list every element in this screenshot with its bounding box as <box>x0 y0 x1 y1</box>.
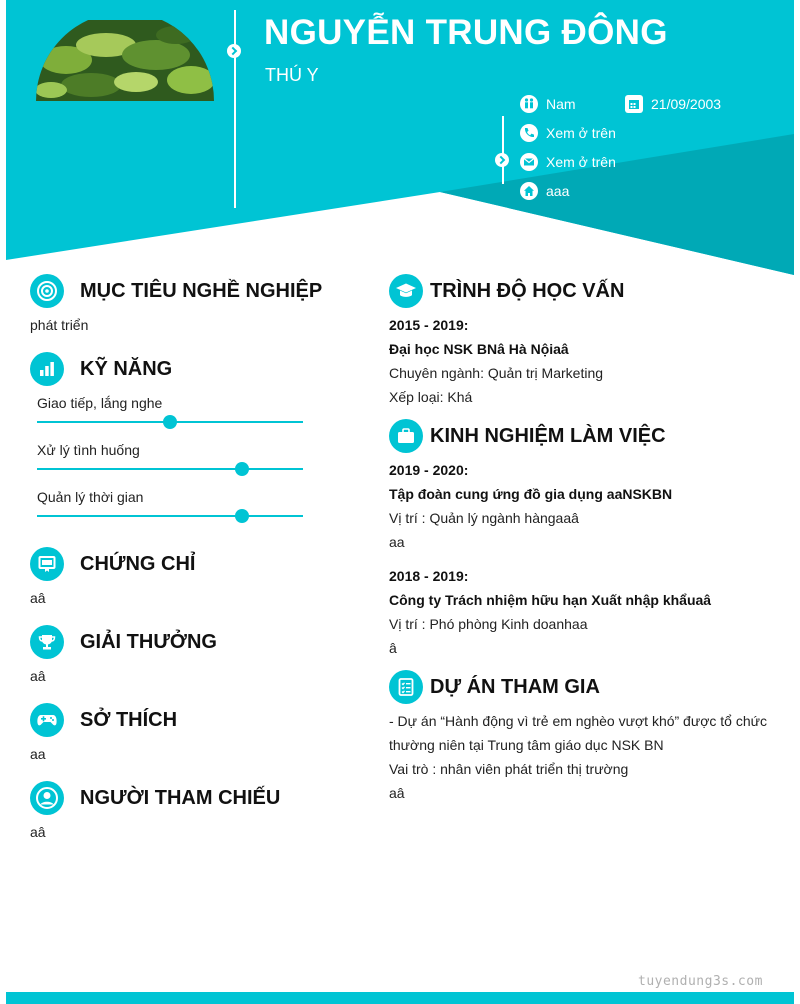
project-description-line: thường niên tại Trung tâm giáo dục NSK BN <box>389 737 664 753</box>
project-role: Vai trò : nhân viên phát triển thị trường <box>389 761 629 777</box>
user-icon <box>30 781 64 815</box>
job-period: 2018 - 2019: <box>389 568 469 584</box>
email-info <box>520 153 616 171</box>
job-title: THÚ Y <box>265 65 319 85</box>
job-period: 2019 - 2020: <box>389 462 469 478</box>
objective-title: MỤC TIÊU NGHỀ NGHIỆP <box>80 280 323 302</box>
experience-title: KINH NGHIỆM LÀM VIỆC <box>430 425 666 447</box>
skill-level-knob <box>235 509 249 523</box>
hobbies-title: SỞ THÍCH <box>80 709 178 731</box>
job-description: aa <box>389 534 405 550</box>
job-company: Công ty Trách nhiệm hữu hạn Xuất nhập khẩuaâ <box>389 592 712 608</box>
certificate-icon <box>30 547 64 581</box>
education-period: 2015 - 2019: <box>389 317 469 333</box>
address-value: aaa <box>546 183 570 199</box>
skill-level-knob <box>163 415 177 429</box>
gender-value: Nam <box>546 96 576 112</box>
gender-info <box>520 95 576 113</box>
references-text: aâ <box>30 824 46 840</box>
skill-label: Giao tiếp, lắng nghe <box>37 395 163 411</box>
job-position: Vị trí : Quản lý ngành hàngaaâ <box>389 510 579 526</box>
chart-icon <box>30 352 64 386</box>
hobbies-text: aa <box>30 746 46 762</box>
certificates-text: aâ <box>30 590 46 606</box>
skill-label: Xử lý tình huống <box>37 442 140 458</box>
watermark: tuyendung3s.com <box>638 974 763 989</box>
gamepad-icon <box>30 703 64 737</box>
skill-level-bar <box>37 468 303 470</box>
project-description-line: - Dự án “Hành động vì trẻ em nghèo vượt khó” được tổ chức <box>389 713 768 729</box>
birthday-info <box>625 95 721 113</box>
awards-title: GIẢI THƯỞNG <box>80 631 217 653</box>
candidate-name: NGUYỄN TRUNG ĐÔNG <box>264 13 668 52</box>
briefcase-icon <box>389 419 423 453</box>
job-company: Tập đoàn cung ứng đồ gia dụng aaNSKBN <box>389 486 673 502</box>
skill-label: Quản lý thời gian <box>37 489 144 505</box>
skill-level-knob <box>235 462 249 476</box>
skills-title: KỸ NĂNG <box>80 358 173 380</box>
header-divider <box>234 10 236 208</box>
certificates-title: CHỨNG CHỈ <box>80 553 196 575</box>
graduation-cap-icon <box>389 274 423 308</box>
birthday-value: 21/09/2003 <box>651 96 722 112</box>
education-school: Đại học NSK BNâ Hà Nộiaâ <box>389 341 569 357</box>
skill-level-bar <box>37 515 303 517</box>
education-rank: Xếp loại: Khá <box>389 389 473 405</box>
project-notes: aâ <box>389 785 405 801</box>
chevron-right-icon <box>495 153 509 167</box>
objective-text: phát triển <box>30 317 89 333</box>
footer-bar <box>6 992 794 1004</box>
address-info <box>520 182 569 200</box>
phone-icon <box>520 124 538 142</box>
info-divider <box>502 116 504 184</box>
job-description: â <box>389 640 397 656</box>
phone-info <box>520 124 616 142</box>
phone-value: Xem ở trên <box>546 125 616 141</box>
references-title: NGƯỜI THAM CHIẾU <box>80 787 281 809</box>
home-icon <box>520 182 538 200</box>
education-major: Chuyên ngành: Quản trị Marketing <box>389 365 604 381</box>
education-title: TRÌNH ĐỘ HỌC VẤN <box>430 280 625 302</box>
checklist-icon <box>389 670 423 704</box>
skill-level-bar <box>37 421 303 423</box>
email-value: Xem ở trên <box>546 154 616 170</box>
profile-photo <box>36 20 214 101</box>
email-icon <box>520 153 538 171</box>
chevron-right-icon <box>227 44 241 58</box>
calendar-icon <box>625 95 643 113</box>
awards-text: aâ <box>30 668 46 684</box>
gender-icon <box>520 95 538 113</box>
projects-title: DỰ ÁN THAM GIA <box>430 676 600 698</box>
job-position: Vị trí : Phó phòng Kinh doanhaa <box>389 616 588 632</box>
target-icon <box>30 274 64 308</box>
trophy-icon <box>30 625 64 659</box>
